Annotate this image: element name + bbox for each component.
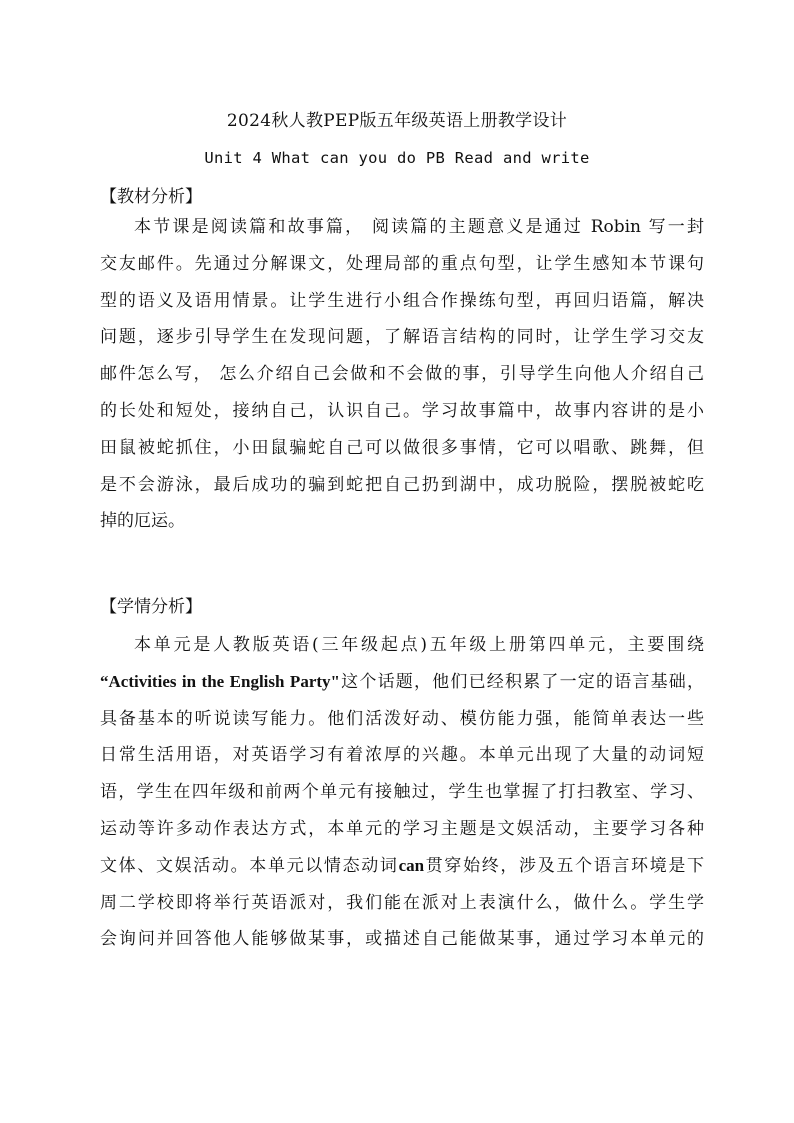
inline-english-topic: “Activities in the English Party" xyxy=(100,671,340,691)
document-subtitle: Unit 4 What can you do PB Read and write xyxy=(204,149,590,167)
paragraph-line: 是不会游泳，最后成功的骗到蛇把自己扔到湖中，成功脱险，摆脱被蛇吃 xyxy=(100,474,704,495)
paragraph-line-mixed xyxy=(100,664,704,701)
paragraph-line-mixed xyxy=(100,848,704,885)
paragraph-text: 贯穿始终，涉及五个语言环境是下 xyxy=(424,855,705,876)
paragraph-text: 文体、文娱活动。本单元以情态动词 xyxy=(100,855,399,876)
paragraph-line: 日常生活用语，对英语学习有着浓厚的兴趣。本单元出现了大量的动词短 xyxy=(100,745,704,766)
document-title: 2024秋人教PEP版五年级英语上册教学设计 xyxy=(226,111,568,131)
paragraph-line: 型的语义及语用情景。让学生进行小组合作操练句型，再回归语篇，解决 xyxy=(100,290,704,311)
paragraph-line: 具备基本的听说读写能力。他们活泼好动、模仿能力强，能简单表达一些 xyxy=(100,708,704,729)
paragraph-line: 本单元是人教版英语(三年级起点)五年级上册第四单元，主要围绕 xyxy=(134,635,704,655)
inline-english-modal: can xyxy=(398,855,425,875)
paragraph-line: 本节课是阅读篇和故事篇， 阅读篇的主题意义是通过 Robin 写一封 xyxy=(134,217,704,237)
paragraph-line: 的长处和短处，接纳自己，认识自己。学习故事篇中，故事内容讲的是小 xyxy=(100,400,704,421)
paragraph-line: 语，学生在四年级和前两个单元有接触过，学生也掌握了打扫教室、学习、 xyxy=(100,782,704,803)
paragraph-line: 问题，逐步引导学生在发现问题，了解语言结构的同时，让学生学习交友 xyxy=(100,327,704,348)
paragraph-line: 周二学校即将举行英语派对，我们能在派对上表演什么，做什么。学生学 xyxy=(100,892,704,913)
student-analysis-paragraph xyxy=(100,627,704,958)
paragraph-line: 会询问并回答他人能够做某事，或描述自己能做某事，通过学习本单元的 xyxy=(100,929,704,950)
section-heading-student-analysis: 【学情分析】 xyxy=(100,597,202,617)
paragraph-text: 这个话题，他们已经积累了一定的语言基础， xyxy=(339,671,705,692)
paragraph-line: 交友邮件。先通过分解课文，处理局部的重点句型，让学生感知本节课句 xyxy=(100,253,704,274)
paragraph-line: 运动等许多动作表达方式，本单元的学习主题是文娱活动，主要学习各种 xyxy=(100,818,704,839)
paragraph-line: 掉的厄运。 xyxy=(100,511,185,532)
textbook-analysis-paragraph xyxy=(100,209,704,540)
paragraph-line: 田鼠被蛇抓住，小田鼠骗蛇自己可以做很多事情，它可以唱歌、跳舞，但 xyxy=(100,437,704,458)
paragraph-line: 邮件怎么写， 怎么介绍自己会做和不会做的事，引导学生向他人介绍自己 xyxy=(100,364,704,385)
section-heading-textbook-analysis: 【教材分析】 xyxy=(100,187,202,207)
